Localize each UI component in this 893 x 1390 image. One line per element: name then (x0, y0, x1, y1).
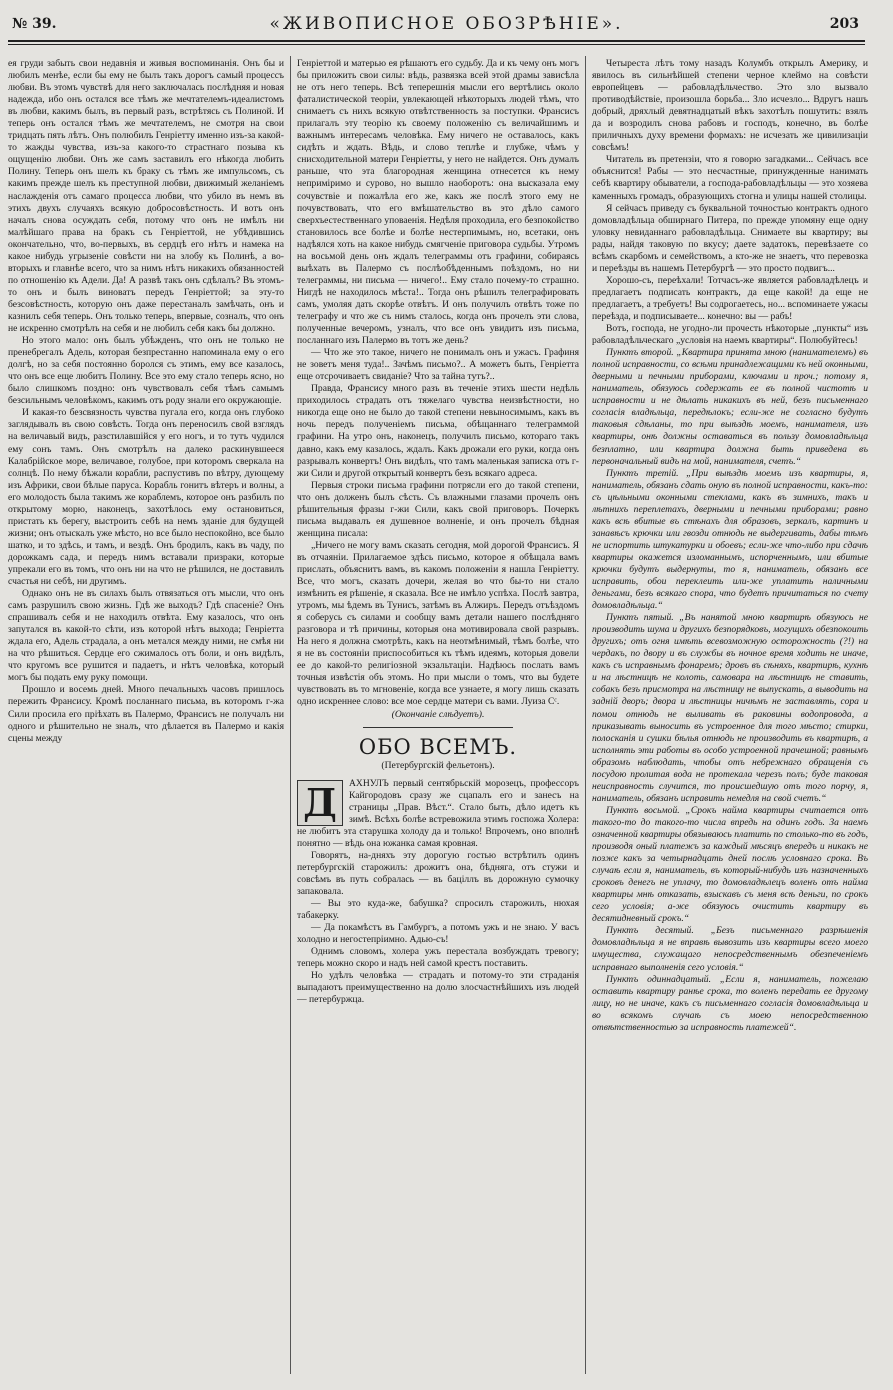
page-header (0, 0, 893, 44)
paragraph: Вотъ, господа, не угодно-ли прочесть нѣкоторые „пункты“ изъ рабовладѣльческаго „условія на наемъ квартиры“. Полюбуйтесь! (592, 323, 868, 347)
paragraph: Но удѣлъ человѣка — страдать и потому-то эти страданія выпадаютъ преимущественно на долю злосчастнѣйшихъ изъ людей — петербуржца. (297, 970, 579, 1006)
paragraph: Однако онъ не въ силахъ былъ отвязаться отъ мысли, что онъ самъ разрушилъ свою жизнь. Гдѣ же выходъ? Гдѣ спасеніе? Онъ спрашивалъ себя и не находилъ отвѣта. Ему казалось, что онъ запутался въ какой-то сѣти, изъ которой нѣтъ выхода; Генріетта ждала его, Адель страдала, а онъ метался между ними, не смѣя ни на что рѣшиться. Сердце его сжималось отъ боли, и онъ видѣлъ, что кругомъ все рушится и падаетъ, и нѣтъ человѣка, который могъ бы подать ему руку помощи. (8, 588, 284, 684)
paragraph: — Да покамѣстъ въ Гамбургъ, а потомъ ужъ и не знаю. У васъ холодно и негостепріимно. Адью-съ! (297, 922, 579, 946)
paragraph: Хорошо-съ, переѣхали! Тотчасъ-же является рабовладѣлецъ и предлагаетъ подписать контрактъ, да еще какой! да еще не предлагаетъ, а требуетъ! Вы содрогаетесь, но... вспоминаете ужасы переѣзда, и подписываете... конечно: вы — рабъ! (592, 274, 868, 322)
issue-number: № 39. (12, 16, 57, 32)
column-divider (290, 56, 291, 1374)
paragraph: Генріеттой и матерью ея рѣшаютъ его судьбу. Да и къ чему онъ могъ бы приложить свои силы: вѣдь, развязка всей этой драмы зависѣла не отъ него теперь. Всѣ теперешнія мысли его вертѣлись около фаталистической теоріи, увлекающей нѣкоторыхъ людей тѣмъ, что снимаетъ съ нихъ всякую отвѣтственность за поступки. Франсисъ прилагалъ эту теорію къ своему положенію съ величайшимъ и важнымъ интересамъ человѣка. Ему ничего не оставалось, какъ сидѣть и ждать. Вѣдь, и слово теплѣе и глубже, чѣмъ у снисходительной матери Генріетты, у него не найдется. Онъ думалъ раньше, что эта благородная женщина отнесется къ нему неприміримо и сурово, но вышло наоборотъ: она высказала ему сочувствіе и пожалѣла его же, какъ же послѣ этого ему не почувствовать, что его вмѣшательство въ это дѣло самого сверхъестественнаго уповаенія. Недѣля проходила, его безпокойство становилось все болѣе и болѣе нестерпимымъ, но, всетаки, онъ надѣялся хоть на какое нибудь смягченіе приговора судьбы. Утромъ на восьмой день онъ ждалъ телеграммы отъ графини, собираясь выѣхать въ Палермо съ послѣобѣденнымъ поѣздомъ, но ни телеграммы, ни письма — ничего!.. Ему стало почему-то страшно. Нигдѣ не находилось мѣста!.. Тогда онъ рѣшилъ телеграфировать самъ, умоляя дать скорѣе отвѣтъ. И онъ получилъ отвѣтъ тоже по телеграфу и что же съ нимъ сталось, когда онъ прочелъ эти слова, полученные вечеромъ, узналъ, что все онъ увидитъ изъ письма, посланнаго изъ Палермо въ тотъ же день? (297, 58, 579, 347)
column-right (592, 58, 868, 1378)
paragraph: Читатель въ претензіи, что я говорю загадками... Сейчасъ все объяснится! Рабы — это несчастные, принужденные нанимать себѣ квартиру обыватели, а господа-рабовладѣльцы — это хозяева каменныхъ громадъ, образующихъ стогна и улицы нашей столицы. (592, 154, 868, 202)
contract-clause: Пунктъ пятый. „Въ нанятой мною квартирѣ обязуюсь не производить шума и другихъ безпорядковъ, могущихъ обезпокоить другихъ; отъ огня имѣть всевозможную осторожность (?!) на чердакъ, по двору и въ службы въ ночное время ходить не иначе, какъ съ исправнымъ фонаремъ; дровъ въ сѣняхъ, квартирѣ, кухнѣ и на лѣстницѣ не колоть, самовара на лѣстницѣ не ставить, собакъ безъ присмотра на лѣстницу не выпускать, а выводить на задній дворъ; двора и лѣстницы ничѣмъ не заставлять, сора и помои отнюдь не выливать въ раковины водопровода, а приказывать выносить въ устроенное для того мѣсто; стирки, полосканія и сушки бѣлья отнюдь не производить въ квартирѣ, а исполнять эти работы въ особо устроенной прачешной; равнымъ образомъ наблюдать, чтобы отъ небрежнаго обращенія съ посудою пролитая вода не протекала черезъ полъ; буде таковая неисправность случится, то происшедшую отъ того порчу, я, наниматель, обязанъ исправить немедля на свой счетъ.“ (592, 612, 868, 804)
letter-quote: „Ничего не могу вамъ сказать сегодня, мой дорогой Франсисъ. Я въ отчаяніи. Прилагаемое здѣсь письмо, которое я обѣщала вамъ прислать, объяснитъ вамъ, въ какомъ положеніи я нашла Генріетту. Все, что могъ, сказать дочери, желая во что бы-то ни стало измѣнить ея рѣшеніе, я сказала. Все не имѣло успѣха. Послѣ завтра, утромъ, мы ѣдемъ въ Тунисъ, затѣмъ въ Алжиръ. Передъ отъѣздомъ я соберусь съ силами и сообщу вамъ детали нашего послѣдняго разговора и тѣ причины, которыя она мотивировала свой разрывъ. На него я должна смотрѣть, какъ на неотмѣнимый, тѣмъ болѣе, что я не въ состояніи приспособиться къ тѣмъ идеямъ, которыя довели ее до какой-то религіозной экзальтаціи. Надѣюсь послать вамъ точныя извѣстія объ этомъ. Но при мысли о томъ, что вы будете чувствовать въ то мгновеніе, когда все узнаете, я могу лишь сказать одно искреннее слово: все мое сердце матери съ вами. Луиза Сᶜ. (297, 539, 579, 708)
paragraph: ея груди забыть свои недавнія и живыя воспоминанія. Онъ бы и любилъ менѣе, если бы ему не былъ такъ дорогъ самый процессъ любви. Въ этомъ чувствѣ для него заключалась послѣдняя и новая надежда, ибо онъ остался все тѣмъ же мечтателемъ-идеалистомъ въ любви, какимъ былъ, въ первый разъ, встрѣтясь съ Полиной. И теперь онъ остался тѣмъ же мечтателемъ, не смотря на свои тридцать пять лѣтъ. Онъ полюбилъ Генріетту именно изъ-за какой-то жажды чувства, изъ-за какого-то страстнаго позыва къ ощущенію любви. Онъ же самъ заставилъ его нѣкогда любить Полину. Теперь онъ шелъ къ браку съ тѣмъ же импульсомъ, съ какимъ прежде шелъ къ преступной любви, движимый желаніемъ наслажденія отъ самаго процесса любви, что убило въ немъ въ этихъ двухъ случаяхъ всякую добросовѣстность. И вотъ онъ началъ снова осуждать себя, потому что онъ не имѣлъ ни малѣйшаго права на бракъ съ Генріеттой, не убѣдившись окончательно, что, во-первыхъ, въ сердцѣ его нѣтъ и намека на какое нибудь угрызеніе совѣсти ни на злобу къ Полинѣ, а во-вторыхъ и главнѣе всего, что за нимъ нѣтъ никакихъ обязанностей по отношенію къ Адели. Да! А развѣ такъ онъ сдѣлалъ? Въ этомъ-то онъ и былъ виноватъ передъ Генріеттой; за эту-то безсовѣстность, которую онъ даже перестаналъ замѣчать, онъ и казнилъ себя теперь. Онъ только теперь, впервые, созналъ, что онъ не искренно смотрѣлъ на себя и не любилъ себя какъ бы должно. (8, 58, 284, 335)
paragraph: Правда, Франсису много разъ въ теченіе этихъ шести недѣль приходилось страдать отъ тяжелаго чувства неизвѣстности, но никогда еще оно не было до такой степени невыносимымъ, какъ въ ночь передъ полученіемъ письма, обѣщаннаго телеграммой графини. На утро онъ, наконецъ, получилъ письмо, котораго такъ давно, какъ ему казалось, ждалъ. Какъ дрожали его руки, когда онъ разрывалъ конвертъ! Онъ видѣлъ, что тамъ маленькая записка отъ г-жи Сили и другой открытый конвертъ безъ всякаго адреса. (297, 383, 579, 479)
paragraph: Но этого мало: онъ былъ убѣжденъ, что онъ не только не пренебрегалъ Адель, которая безпрестанно напоминала ему о его долгѣ, но за себя постоянно боролся съ этимъ, ему все казалось, что онъ все еще любитъ Полину. Все это ему стало теперь ясно, но было слишкомъ поздно: онъ чувствовалъ себя тѣмъ самымъ безсильнымъ человѣкомъ, какимъ отъ роду знали его окружающіе. (8, 335, 284, 407)
paragraph: — Вы это куда-же, бабушка? спросилъ старожилъ, нюхая табакерку. (297, 898, 579, 922)
contract-clause: Пунктъ восьмой. „Срокъ найма квартиры считается отъ такого-то до такого-то числа впредь на одинъ годъ. За наемъ означенной квартиры обязываюсь платить по столько-то въ годъ, производя оный платежъ за каждый мѣсяцъ впередъ и никакъ не позже какъ за четырнадцать дней послѣ условнаго срока. Въ случаѣ если я, наниматель, въ который-нибудь изъ назначенныхъ сроковъ денегъ не уплачу, то домовладѣлецъ воленъ отъ найма квартиры мнѣ отказать, взыскавъ съ меня всѣ деньги, по срокъ сего условія; а-же обязуюсь очистить квартиру въ десятидневный срокъ.“ (592, 804, 868, 925)
paragraph: Я сейчасъ приведу съ буквальной точностью контрактъ одного домовладѣльца обширнаго Питера, по прежде упомяну еще одну уловку невиданнаго рабовладѣльца. Снимаете вы квартиру; вы рады, найдя таковую по вкусу; даете задатокъ, перевѣзаете со всѣмъ скарбомъ и семействомъ, а кто-же не знаетъ, что перевозка и переѣзды въ нашемъ Петербургѣ — это просто подвигъ... (592, 202, 868, 274)
feuilleton-title: ОБО ВСЕМЪ. (358, 734, 518, 759)
header-rule (8, 40, 865, 42)
contract-clause: Пунктъ второй. „Квартира принята мною (нанимателемъ) въ полной исправности, со всѣми принадлежащими къ ней оконными, дверными и печными приборами, ключами и проч.; потому я, наниматель, обязуюсь содержать ее въ полной чистотѣ и исправности и не дѣлать никакихъ въ ней, безъ письменнаго согласія владѣльца, передѣлокъ; если-же не согласно будутъ таковыя сдѣланы, то при выѣздѣ моемъ, нанимателя, изъ квартиры, онѣ должны оставаться въ пользу домовладѣльца безплатно, или квартира должна быть приведена въ первоначальный видъ на мой, нанимателя, счетъ.“ (592, 347, 868, 467)
paragraph: Первыя строки письма графини потрясли его до такой степени, что онъ долженъ былъ сѣсть. Съ влажными глазами прочелъ онъ рѣшительныя фразы г-жи Сили, какъ свой приговоръ. Почеркъ письма выдавалъ ея душевное волненіе, и онъ прочелъ бѣдная женщина писала: (297, 479, 579, 539)
column-middle (297, 58, 579, 1378)
journal-title: «ЖИВОПИСНОЕ ОБОЗРѢНІЕ». (269, 14, 624, 34)
drop-cap: Д (297, 780, 343, 826)
contract-clause: Пунктъ одиннадцатый. „Если я, наниматель, пожелаю оставить квартиру ранѣе срока, то воленъ передать ее другому лицу, но не иначе, какъ съ письменнаго согласія домовладѣльца и во всякомъ случаѣ съ моею непосредственною отвѣтственностью за исправность платежей“. (592, 973, 868, 1033)
paragraph: АХНУЛЪ первый сентябрьскій морозецъ, профессоръ Кайгородовъ сразу же сцапалъ его и занесъ на страницы „Прав. Вѣст.“. Стало быть, дѣло идетъ къ зимѣ. Всѣхъ болѣе встревожила этимъ госпожа Холера: не любитъ эта старушка холоду да и только! Впрочемъ, оно вполнѣ понятно — вѣдь она южанка самая кровная. (297, 777, 579, 849)
paragraph: — Что же это такое, ничего не понималъ онъ и ужасъ. Графиня не зоветъ меня туда!.. Зачѣмъ письмо?.. А можетъ быть, Генріетта еще отсрочиваетъ свиданіе? Что за тайна тутъ?.. (297, 347, 579, 383)
paragraph: Четыреста лѣтъ тому назадъ Колумбъ открылъ Америку, и явилось въ сильнѣйшей степени черное клеймо на совѣсти европейцевъ — рабовладѣльчество. Это зло вызвало противодѣйствіе, произошла борьба... Зло исчезло... Вдругъ нашъ добрый, дряхлый девятнадцатый вѣкъ захотѣлъ пошутить: взялъ да и возродилъ снова рабовъ и господъ, конечно, въ болѣе приличныхъ духу времени формахъ: не исчезать же цивилизаціи совсѣмъ! (592, 58, 868, 154)
paragraph: Прошло и восемь дней. Много печальныхъ часовъ пришлось пережить Франсису. Кромѣ посланнаго письма, въ которомъ г-жа Сили просила его пріѣхать въ Палермо, Франсисъ не получалъ ни одного и рѣшительно не зналъ, что дѣлается въ Палермо и какія сцены между (8, 684, 284, 744)
contract-clause: Пунктъ десятый. „Безъ письменнаго разрѣшенія домовладѣльца я не вправѣ вывозить изъ квартиры всего моего имущества, служащаго непосредственнымъ обезпеченіемъ исправнаго выполненія сего условія.“ (592, 925, 868, 973)
paragraph: Говорятъ, на-дняхъ эту дорогую гостью встрѣтилъ одинъ петербургскій старожилъ: дрожитъ она, бѣдняга, отъ стужи и совсѣмъ въ путь собралась — въ баціллъ въ дорожную сумочку запаковала. (297, 849, 579, 898)
page-number: 203 (829, 16, 859, 32)
feuilleton-subtitle: (Петербургскій фельетонъ). (381, 759, 495, 771)
column-divider (585, 56, 586, 1374)
paragraph: Однимъ словомъ, холера ужъ перестала возбуждать тревогу; теперь можно скоро и надъ ней самой крестъ поставить. (297, 946, 579, 970)
header-rule-thin (8, 44, 865, 45)
continuation-note: (Окончаніе слѣдуетъ). (391, 708, 485, 720)
paragraph: И какая-то безсвязность чувства пугала его, когда онъ глубоко заглядывалъ въ свою совѣсть. Тогда онъ переносилъ свой взглядъ на величавый видъ, разстилавшійся у его ногъ, и то тутъ чудился ему сонъ тамъ. Онъ смотрѣлъ на далеко раскинувшееся Калабрійское море, величавое, голубое, при которомъ сверкала на солнцѣ. По нему бѣжали корабли, распустивъ по вѣтру, дующему изъ Африки, свои бѣлые паруса. Корабль гонитъ вѣтеръ и волны, а его молодость была такимъ же кораблемъ, которое онъ разбилъ по открытому морю, наконецъ, захотѣлось ему остановиться, пристать къ берегу, выстроить себѣ на немъ зданіе для будущей жизни; онъ отыскалъ уже мѣсто, но все было неспокойно, все было шатко, и то здѣсь, и тамъ, и вездѣ. Онъ бродилъ, какъ въ чаду, по дорожкамъ сада, и передъ нимъ вставали призраки, которые упрекали его въ томъ, что онъ ни на что не рѣшился, не доставилъ счастья ни себѣ, ни другимъ. (8, 407, 284, 588)
contract-clause: Пунктъ третій. „При выѣздѣ моемъ изъ квартиры, я, наниматель, обязанъ сдать оную въ полной исправности, какъ-то: съ цѣльными оконными стеклами, какъ въ зимнихъ, такъ и лѣтнихъ переплетахъ, дверными и печными приборами; равно какъ всѣ вбитые въ стѣнахъ для образовъ, зеркалъ, картинъ и занавѣсъ крючки или гвозди отнюдь не выдергивать, дабы тѣмъ не испортить штукатурки и обоевъ; если-же что-либо при сдачѣ квартиры окажется изломаннымъ, испорченнымъ, или вбитые крючки будутъ выдернуты, то я, наниматель, обязанъ все исправить, обои переклеить или-же уплатить наличными деньгами, безъ всякаго спора, что будетъ причитаться по счету домовладѣльца.“ (592, 467, 868, 612)
section-separator (363, 727, 513, 728)
feuilleton-opening (297, 778, 579, 850)
column-left (8, 58, 284, 1378)
